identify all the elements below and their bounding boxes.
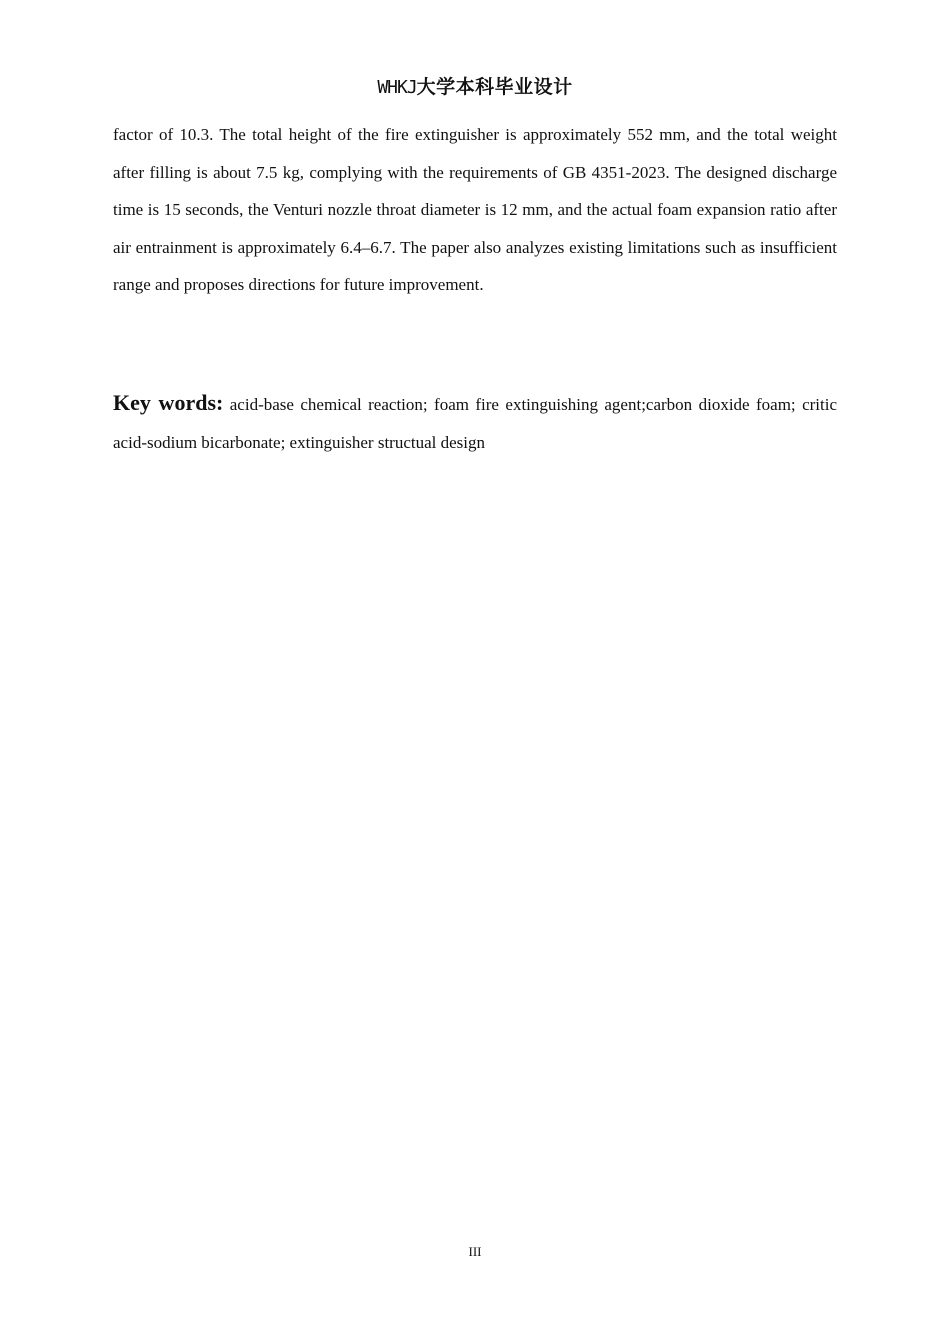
header-title-latin: WHKJ bbox=[377, 77, 417, 98]
page-number: III bbox=[468, 1244, 482, 1259]
keywords-block bbox=[113, 384, 837, 462]
header-title-cjk: 大学本科毕业设计 bbox=[416, 76, 573, 98]
keywords-label: Key words: bbox=[113, 390, 224, 415]
keywords-text: acid-base chemical reaction; foam fire extinguishing agent;carbon dioxide foam; critic acid-sodium bicarbonate; extinguisher structual design bbox=[113, 395, 838, 452]
abstract-paragraph: factor of 10.3. The total height of the fire extinguisher is approximately 552 mm, and the total weight after filling is about 7.5 kg, complying with the requirements of GB 4351-2023. The designed discharge time is 15 seconds, the Venturi nozzle throat diameter is 12 mm, and the actual foam expansion ratio after air entrainment is approximately 6.4–6.7. The paper also analyzes existing limitations such as insufficient range and proposes directions for future improvement. bbox=[113, 125, 837, 294]
running-header bbox=[0, 74, 950, 101]
